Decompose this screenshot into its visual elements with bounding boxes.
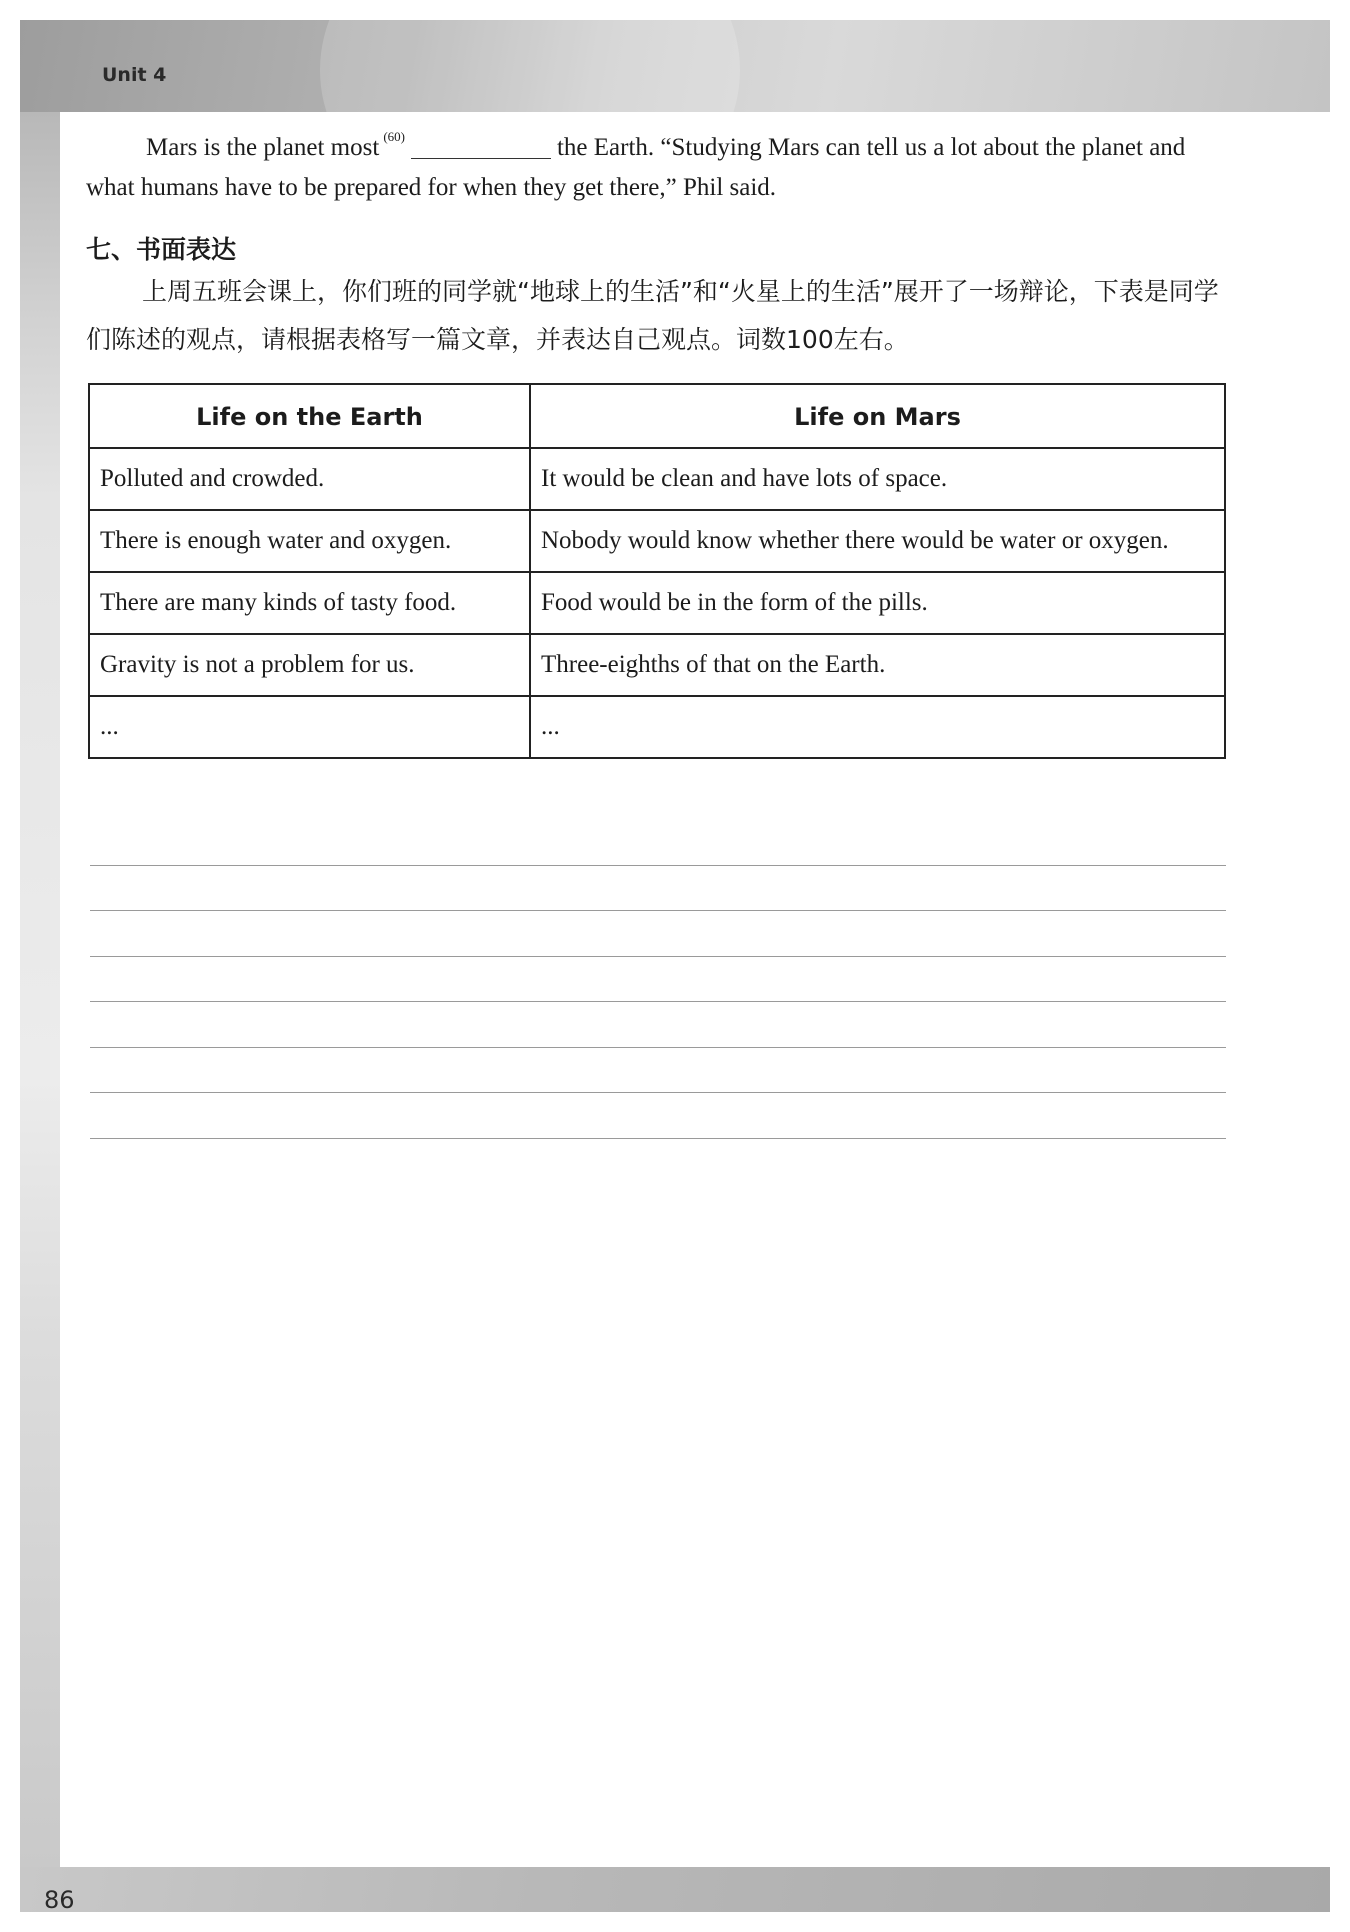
section-title: 七、书面表达 — [86, 235, 237, 264]
header-life-on-earth: Life on the Earth — [89, 384, 530, 448]
earth-cell: Polluted and crowded. — [89, 448, 530, 510]
writing-line[interactable] — [90, 1002, 1226, 1048]
writing-area[interactable] — [90, 820, 1226, 1139]
mars-cell: Nobody would know whether there would be water or oxygen. — [530, 510, 1225, 572]
passage-text-after: the Earth. “Studying Mars can tell us a lot about the planet and what humans have to be prepared for when they get there,” Phil said. — [86, 134, 1186, 201]
table-row — [89, 572, 1225, 634]
footer-band — [20, 1867, 1330, 1912]
writing-line[interactable] — [90, 1093, 1226, 1139]
header-life-on-mars: Life on Mars — [530, 384, 1225, 448]
earth-cell: There are many kinds of tasty food. — [89, 572, 530, 634]
table-row — [89, 510, 1225, 572]
left-margin-strip — [20, 112, 60, 1867]
comparison-table — [88, 383, 1226, 759]
reading-passage — [86, 128, 1226, 208]
table-header-row — [89, 384, 1225, 448]
mars-cell: Food would be in the form of the pills. — [530, 572, 1225, 634]
table-row — [89, 448, 1225, 510]
writing-line[interactable] — [90, 911, 1226, 957]
unit-label: Unit 4 — [102, 64, 167, 86]
earth-cell: Gravity is not a problem for us. — [89, 634, 530, 696]
table-row — [89, 696, 1225, 758]
writing-line[interactable] — [90, 1048, 1226, 1094]
question-number: (60) — [383, 129, 405, 144]
header-band — [20, 20, 1330, 112]
page-number: 86 — [44, 1886, 75, 1914]
table-row — [89, 634, 1225, 696]
mars-cell: ... — [530, 696, 1225, 758]
writing-line[interactable] — [90, 820, 1226, 866]
mars-cell: Three-eighths of that on the Earth. — [530, 634, 1225, 696]
passage-paragraph — [86, 128, 1226, 208]
instruction-text: 上周五班会课上，你们班的同学就“地球上的生活”和“火星上的生活”展开了一场辩论，下表是同学们陈述的观点，请根据表格写一篇文章，并表达自己观点。词数100左右。 — [86, 277, 1219, 354]
answer-blank-60[interactable] — [411, 134, 551, 159]
writing-line[interactable] — [90, 866, 1226, 912]
writing-line[interactable] — [90, 957, 1226, 1003]
writing-instruction — [86, 268, 1222, 364]
mars-cell: It would be clean and have lots of space. — [530, 448, 1225, 510]
passage-text-before: Mars is the planet most — [146, 134, 380, 161]
earth-cell: ... — [89, 696, 530, 758]
earth-cell: There is enough water and oxygen. — [89, 510, 530, 572]
